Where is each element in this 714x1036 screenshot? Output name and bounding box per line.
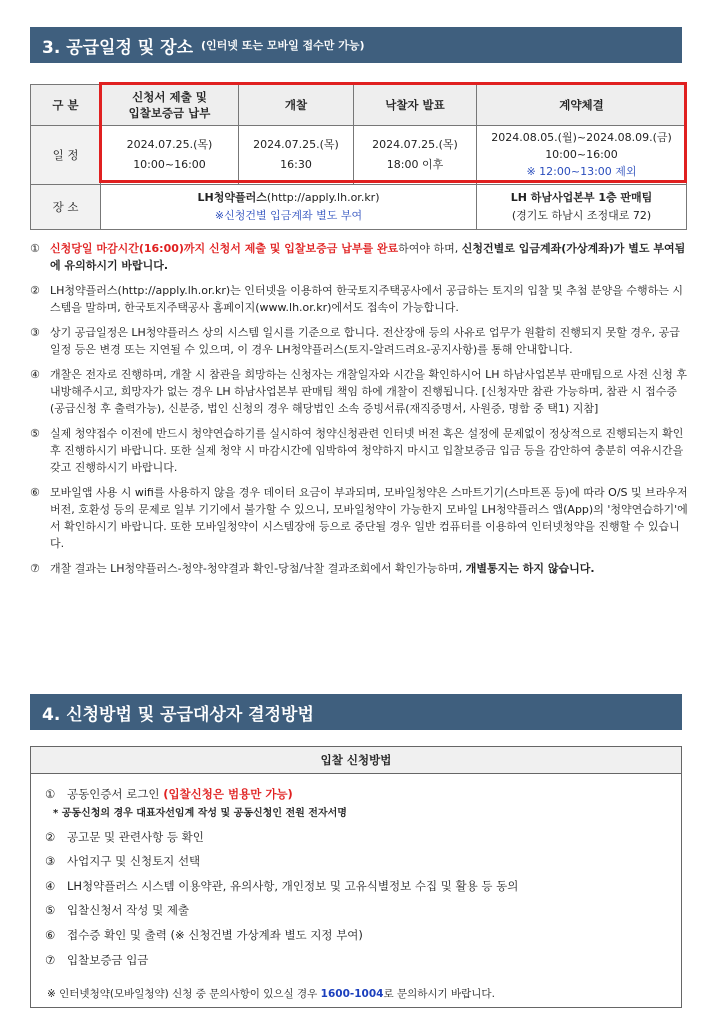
place-office: LH 하남사업본부 1층 판매팀 [510, 191, 653, 205]
apply-step [45, 948, 681, 973]
cell-application-time: 2024.07.25.(목) 10:00~16:00 [101, 125, 239, 184]
apply-steps-list [31, 774, 681, 972]
header-application: 신청서 제출 및 입찰보증금 납부 [101, 85, 239, 126]
apply-step [45, 874, 681, 899]
section-3-title: 3. 공급일정 및 장소 [42, 37, 193, 58]
apply-step [45, 825, 681, 850]
apply-step-subnote: * 공동신청의 경우 대표자선임계 작성 및 공동신청인 전원 전자서명 [53, 807, 347, 819]
note-item [30, 324, 690, 358]
step-text: 공고문 및 관련사항 등 확인 [67, 829, 204, 844]
step-number: ② [45, 829, 56, 844]
note-text-part: LH청약플러스(http://apply.lh.or.kr)는 인터넷을 이용하여 한국토지주택공사에서 공급하는 토지의 입찰 및 추첨 분양을 수행하는 시스템을 말하며, 한국토지주택공사 홈페이지(www.lh.or.kr)에서도 접속이 가능합니다. [50, 284, 684, 314]
note-item [30, 282, 690, 316]
cell-announcement-time: 2024.07.25.(목) 18:00 이후 [354, 125, 477, 184]
section-3-subtitle: (인터넷 또는 모바일 접수만 가능) [201, 39, 365, 52]
note-text [50, 366, 690, 417]
note-text [50, 282, 690, 316]
section-4-header [30, 694, 682, 730]
section-3-header [30, 27, 682, 63]
note-text [50, 324, 690, 358]
note-text [50, 560, 690, 577]
note-text [50, 484, 690, 552]
note-text-part: 개별통지는 하지 않습니다. [465, 562, 595, 575]
note-item [30, 366, 690, 417]
apply-method-box [30, 746, 682, 1008]
step-warning: (입찰신청은 범용만 가능) [163, 787, 293, 801]
contract-excluded-note: ※ 12:00~13:00 제외 [526, 165, 637, 179]
apply-step [45, 898, 681, 923]
note-number: ② [30, 284, 40, 297]
note-text-part: 신청당일 마감시간(16:00)까지 신청서 제출 및 입찰보증금 납부를 완료 [50, 242, 399, 255]
section-4-title: 4. 신청방법 및 공급대상자 결정방법 [42, 704, 314, 725]
place-address: (경기도 하남시 조정대로 72) [511, 209, 652, 223]
note-item [30, 560, 690, 577]
footer-pre: ※ 인터넷청약(모바일청약) 신청 중 문의사항이 있으실 경우 [47, 988, 321, 1000]
step-number: ⑤ [45, 903, 56, 918]
note-number: ① [30, 242, 40, 255]
note-text-part: 신청건별로 입금계좌(가상계좌)가 별도 부여됨에 유의하시기 바랍니다. [50, 242, 686, 272]
footer-post: 로 문의하시기 바랍니다. [383, 988, 495, 1000]
note-text-part: 실제 청약접수 이전에 반드시 청약연습하기를 실시하여 청약신청관련 인터넷 버전 혹은 설정에 문제없이 정상적으로 진행되는지 확인 후 진행하시기 바랍니다. 또한 실제 청약 시 마감시간에 임박하여 청약하지 마시고 입찰보증금 입금 등을 감안하여 충분히 여유시간을 갖고 진행하시기 바랍니다. [50, 427, 684, 474]
step-number: ③ [45, 854, 56, 869]
apply-step [45, 923, 681, 948]
note-text-part: 개찰은 전자로 진행하며, 개찰 시 참관을 희망하는 신청자는 개찰일자와 시간을 확인하시어 LH 하남사업본부 판매팀으로 사전 신청 후 내방해주시고, 희망자가 없는 경우 LH 하남사업본부 판매팀 책임 하에 개찰이 진행됩니다. [신청자만 참관 가능하며, 참관 시 접수증(공급신청 후 출력가능), 신분증, 법인 신청의 경우 해당법인 소속 증빙서류(재직증명서, 사원증, 명함 중 택1) 지참] [50, 368, 688, 415]
step-text: 접수증 확인 및 출력 (※ 신청건별 가상계좌 별도 지정 부여) [67, 927, 363, 942]
note-item [30, 484, 690, 552]
step-text: 사업지구 및 신청토지 선택 [67, 854, 201, 869]
row-label-schedule: 일 정 [31, 125, 101, 184]
step-number: ⑥ [45, 927, 56, 942]
note-text-part: 상기 공급일정은 LH청약플러스 상의 시스템 일시를 기준으로 합니다. 전산장애 등의 사유로 업무가 원활히 진행되지 못할 경우, 공급일정 등은 변경 또는 지연될 수 있으며, 이 경우 LH청약플러스(토지-알려드려요-공지사항)를 통해 안내합니다. [50, 326, 680, 356]
contact-phone[interactable]: 1600-1004 [320, 988, 384, 1000]
step-text: 공동인증서 로그인 [67, 787, 164, 801]
cell-online-place [101, 185, 477, 230]
cell-opening-time: 2024.07.25.(목) 16:30 [239, 125, 354, 184]
note-text [50, 240, 690, 274]
step-text: 입찰보증금 입금 [67, 952, 149, 967]
note-number: ⑥ [30, 486, 40, 499]
note-number: ③ [30, 326, 40, 339]
note-text-part: 모바일앱 사용 시 wifi를 사용하지 않을 경우 데이터 요금이 부과되며, 모바일청약은 스마트기기(스마트폰 등)에 따라 O/S 및 브라우저 버전, 호환성 등의 문제로 일부 기기에서 불가할 수 있으니, 모바일청약이 가능한지 모바일 LH청약플러스 앱(App)의 '청약연습하기'에서 확인하시기 바랍니다. 또한 모바일청약이 시스템장애 등으로 중단될 경우 일반 컴퓨터를 이용하여 인터넷청약을 진행할 수 있습니다. [50, 486, 688, 550]
place-account-note: ※신청건별 입금계좌 별도 부여 [214, 209, 363, 223]
cell-office-place [477, 185, 687, 230]
schedule-table [30, 84, 687, 230]
cell-contract-time [477, 125, 687, 184]
apply-step [45, 849, 681, 874]
note-number: ⑦ [30, 562, 40, 575]
header-opening: 개찰 [239, 85, 354, 126]
step-text: 입찰신청서 작성 및 제출 [67, 903, 190, 918]
place-url-link[interactable]: (http://apply.lh.or.kr) [266, 191, 380, 205]
step-number: ④ [45, 878, 56, 893]
header-contract: 계약체결 [477, 85, 687, 126]
note-text [50, 425, 690, 476]
apply-footer [47, 986, 495, 1001]
place-main: LH청약플러스 [197, 191, 267, 205]
step-number: ① [45, 787, 56, 801]
note-item [30, 240, 690, 274]
step-number: ⑦ [45, 952, 56, 967]
contract-period: 2024.08.05.(월)~2024.08.09.(금) 10:00~16:00 [491, 131, 672, 162]
notes-list [30, 240, 690, 585]
row-label-place: 장 소 [31, 185, 101, 230]
note-item [30, 425, 690, 476]
corner-cell: 구 분 [31, 85, 101, 126]
apply-step [45, 782, 681, 807]
apply-method-title: 입찰 신청방법 [31, 747, 681, 774]
note-number: ④ [30, 368, 40, 381]
step-text: LH청약플러스 시스템 이용약관, 유의사항, 개인정보 및 고유식별정보 수집 및 활용 등 동의 [67, 878, 519, 893]
note-text-part: 개찰 결과는 LH청약플러스-청약-청약결과 확인-당첨/낙찰 결과조회에서 확인가능하며, [50, 562, 466, 575]
note-text-part: 하여야 하며, [398, 242, 462, 255]
note-number: ⑤ [30, 427, 40, 440]
header-announcement: 낙찰자 발표 [354, 85, 477, 126]
